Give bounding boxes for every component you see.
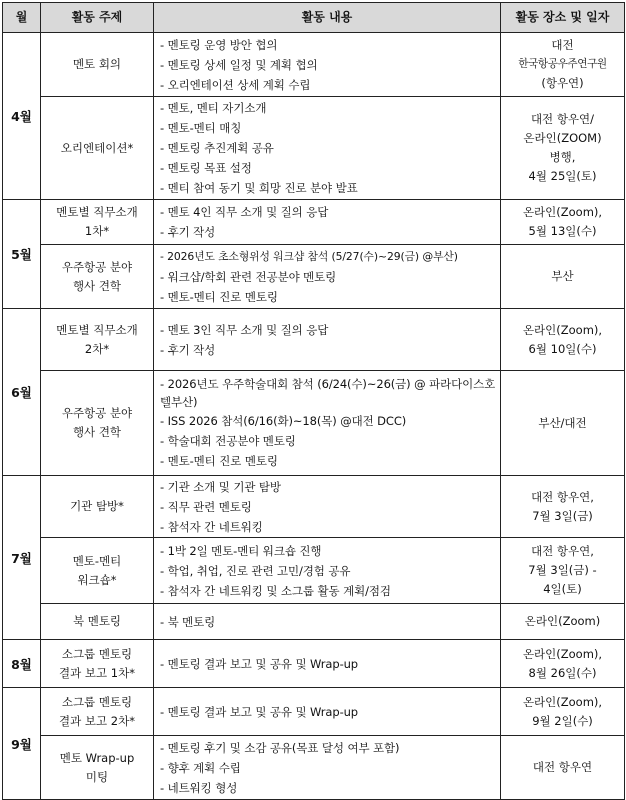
content-cell bbox=[154, 688, 501, 736]
content-item: - 2026년도 초소형위성 워크샵 참석 (5/27(수)~29(금) @부산) bbox=[160, 249, 458, 263]
topic-cell bbox=[41, 245, 154, 309]
topic-cell bbox=[41, 688, 154, 736]
place-line: 온라인(Zoom), bbox=[522, 205, 603, 219]
place-line: 7월 3일(금) bbox=[532, 508, 593, 523]
table-row bbox=[3, 200, 625, 245]
topic-line: 멘토 Wrap-up bbox=[59, 750, 135, 765]
content-item: - 학업, 취업, 진로 관련 고민/경험 공유 bbox=[160, 563, 351, 578]
content-item: - 멘토-멘티 진로 멘토링 bbox=[160, 289, 278, 304]
content-item: - 1박 2일 멘토-멘티 워크숍 진행 bbox=[160, 543, 322, 558]
header-place: 활동 장소 및 일자 bbox=[501, 3, 625, 33]
content-item: - 멘토링 목표 설정 bbox=[160, 161, 252, 175]
place-line: 대전 항우연, bbox=[531, 489, 594, 504]
table-row bbox=[3, 371, 625, 476]
content-cell bbox=[154, 371, 501, 476]
content-item: - 후기 작성 bbox=[160, 225, 216, 239]
content-item: - 멘토 3인 직무 소개 및 질의 응답 bbox=[160, 322, 329, 337]
topic-cell: 멘토 회의 bbox=[41, 33, 154, 97]
content-item: - 참석자 간 네트워킹 bbox=[160, 519, 263, 534]
place-line: 온라인(Zoom), bbox=[522, 646, 603, 661]
place-line: 대전 항우연 bbox=[532, 760, 593, 774]
content-item: - 직무 관련 멘토링 bbox=[160, 499, 252, 514]
place-line: 부산 bbox=[551, 269, 574, 283]
topic-line: 1차* bbox=[84, 224, 110, 238]
table-row bbox=[3, 538, 625, 604]
topic-cell: 기관 탐방* bbox=[41, 476, 154, 538]
topic-cell bbox=[41, 736, 154, 800]
content-cell bbox=[154, 33, 501, 97]
place-cell bbox=[501, 604, 625, 640]
place-line: 4월 25일(토) bbox=[528, 169, 597, 183]
place-cell bbox=[501, 309, 625, 371]
place-line: 4일(토) bbox=[543, 582, 582, 596]
place-cell bbox=[501, 688, 625, 736]
place-line: 대전 bbox=[551, 38, 574, 52]
content-item: - 멘토링 추진계획 공유 bbox=[160, 141, 274, 155]
table-header-row bbox=[3, 3, 625, 33]
content-item: - 학술대회 전공분야 멘토링 bbox=[160, 434, 296, 448]
month-cell: 9월 bbox=[3, 688, 41, 800]
place-line: 9월 2일(수) bbox=[532, 713, 593, 728]
table-row bbox=[3, 640, 625, 688]
table-row bbox=[3, 604, 625, 640]
mentoring-schedule-table bbox=[2, 2, 625, 800]
content-cell bbox=[154, 640, 501, 688]
place-line: 온라인(ZOOM) bbox=[523, 131, 602, 145]
table-row bbox=[3, 309, 625, 371]
content-cell bbox=[154, 200, 501, 245]
place-line: 대전 항우연, bbox=[531, 544, 594, 558]
content-cell bbox=[154, 736, 501, 800]
place-line: 7월 3일(금) - bbox=[528, 563, 597, 577]
place-cell bbox=[501, 538, 625, 604]
topic-cell: 북 멘토링 bbox=[41, 604, 154, 640]
topic-line: 우주항공 분야 bbox=[61, 406, 133, 420]
place-cell bbox=[501, 33, 625, 97]
topic-line: 우주항공 분야 bbox=[61, 259, 133, 274]
content-item: - 멘토링 결과 보고 및 공유 및 Wrap-up bbox=[160, 704, 359, 719]
content-item: - 멘토링 후기 및 소감 공유(목표 달성 여부 포함) bbox=[160, 740, 400, 755]
place-cell bbox=[501, 200, 625, 245]
month-cell: 4월 bbox=[3, 33, 41, 200]
table-row bbox=[3, 245, 625, 309]
content-cell bbox=[154, 604, 501, 640]
topic-line: 미팅 bbox=[85, 769, 109, 784]
table-row bbox=[3, 97, 625, 200]
month-cell: 8월 bbox=[3, 640, 41, 688]
content-item: - 멘토링 상세 일정 및 계획 협의 bbox=[160, 57, 318, 72]
place-line: 5월 13일(수) bbox=[528, 224, 597, 238]
place-cell bbox=[501, 736, 625, 800]
header-content: 활동 내용 bbox=[154, 3, 501, 33]
content-cell bbox=[154, 309, 501, 371]
place-line: 한국항공우주연구원 bbox=[518, 58, 607, 70]
content-item: - 멘토링 운영 방안 협의 bbox=[160, 37, 278, 52]
content-item: - ISS 2026 참석(6/16(화)~18(목) @대전 DCC) bbox=[160, 414, 407, 428]
place-line: 8월 26일(수) bbox=[528, 665, 597, 680]
place-cell bbox=[501, 640, 625, 688]
topic-cell bbox=[41, 200, 154, 245]
place-line: 병행, bbox=[549, 150, 576, 164]
content-item: - 멘토-멘티 진로 멘토링 bbox=[160, 454, 278, 468]
content-cell bbox=[154, 97, 501, 200]
month-cell: 7월 bbox=[3, 476, 41, 640]
content-item: - 북 멘토링 bbox=[160, 614, 216, 629]
table-row bbox=[3, 476, 625, 538]
topic-line: 멘토별 직무소개 bbox=[56, 205, 138, 219]
header-topic: 활동 주제 bbox=[41, 3, 154, 33]
place-line: 대전 항우연/ bbox=[530, 112, 595, 126]
topic-cell bbox=[41, 538, 154, 604]
topic-line: 결과 보고 1차* bbox=[59, 665, 135, 680]
table-row bbox=[3, 33, 625, 97]
content-item: - 멘토-멘티 매칭 bbox=[160, 121, 242, 135]
table-row bbox=[3, 688, 625, 736]
topic-line: 2차* bbox=[84, 341, 110, 356]
place-line: 온라인(Zoom) bbox=[524, 614, 601, 628]
content-item: - 멘토링 결과 보고 및 공유 및 Wrap-up bbox=[160, 656, 359, 671]
place-cell bbox=[501, 245, 625, 309]
content-cell bbox=[154, 245, 501, 309]
content-item: - 후기 작성 bbox=[160, 342, 216, 357]
topic-line: 결과 보고 2차* bbox=[59, 713, 135, 728]
topic-cell: 오리엔테이션* bbox=[41, 97, 154, 200]
topic-cell bbox=[41, 309, 154, 371]
topic-cell bbox=[41, 371, 154, 476]
content-cell bbox=[154, 538, 501, 604]
place-line: (항우연) bbox=[541, 76, 584, 90]
table-row bbox=[3, 736, 625, 800]
content-item: - 2026년도 우주학술대회 참석 (6/24(수)~26(금) @ 파라다이스호텔부산) bbox=[160, 377, 496, 409]
content-item: - 워크샵/학회 관련 전공분야 멘토링 bbox=[160, 269, 337, 284]
topic-line: 워크숍* bbox=[77, 572, 117, 587]
topic-line: 멘토-멘티 bbox=[72, 553, 122, 568]
topic-line: 멘토별 직무소개 bbox=[56, 322, 138, 337]
content-item: - 참석자 간 네트워킹 및 소그룹 활동 계획/점검 bbox=[160, 583, 391, 598]
content-cell bbox=[154, 476, 501, 538]
place-line: 6월 10일(수) bbox=[528, 341, 597, 356]
header-month: 월 bbox=[3, 3, 41, 33]
month-cell: 6월 bbox=[3, 309, 41, 476]
content-item: - 멘티 참여 동기 및 희망 진로 분야 발표 bbox=[160, 181, 358, 195]
topic-line: 행사 견학 bbox=[72, 278, 122, 293]
place-cell bbox=[501, 371, 625, 476]
place-line: 부산/대전 bbox=[538, 415, 587, 430]
content-item: - 기관 소개 및 기관 탐방 bbox=[160, 479, 281, 494]
content-item: - 향후 계획 수립 bbox=[160, 760, 241, 775]
place-cell bbox=[501, 97, 625, 200]
content-item: - 네트워킹 형성 bbox=[160, 780, 238, 795]
place-cell bbox=[501, 476, 625, 538]
topic-line: 행사 견학 bbox=[72, 425, 122, 439]
topic-cell bbox=[41, 640, 154, 688]
place-line: 온라인(Zoom), bbox=[522, 694, 603, 709]
month-cell: 5월 bbox=[3, 200, 41, 309]
topic-line: 소그룹 멘토링 bbox=[61, 694, 133, 709]
content-item: - 멘토, 멘티 자기소개 bbox=[160, 101, 267, 115]
content-item: - 오리엔테이션 상세 계획 수립 bbox=[160, 77, 311, 92]
topic-line: 소그룹 멘토링 bbox=[61, 646, 133, 661]
place-line: 온라인(Zoom), bbox=[522, 322, 603, 337]
content-item: - 멘토 4인 직무 소개 및 질의 응답 bbox=[160, 205, 329, 219]
